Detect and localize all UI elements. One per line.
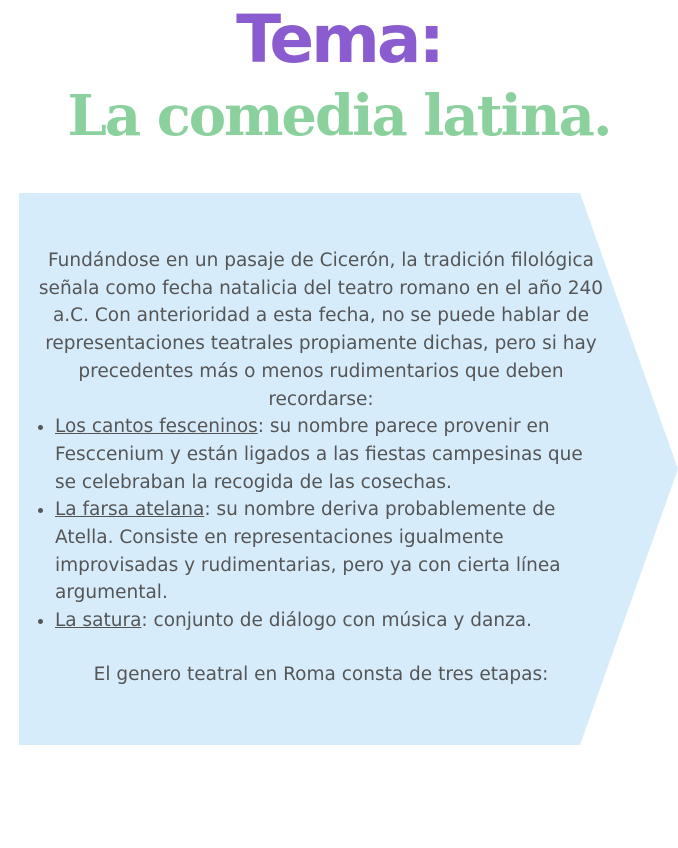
item-description: : conjunto de diálogo con música y danza. — [141, 610, 532, 632]
closing-paragraph: El genero teatral en Roma consta de tres etapas: — [93, 663, 549, 685]
content-text — [34, 247, 608, 689]
precedents-list — [34, 413, 608, 635]
item-term: La satura — [55, 610, 142, 632]
item-term: Los cantos fesceninos — [55, 416, 258, 438]
intro-paragraph: Fundándose en un pasaje de Cicerón, la tradición filológica señala como fecha natalicia del teatro romano en el año 240 a.C. Con anterioridad a esta fecha, no se puede hablar de representaciones teatrales propiamente dichas, pero si hay precedentes más o menos rudimentarios que deben recordarse: — [38, 250, 604, 410]
page-subtitle: La comedia latina. — [67, 83, 611, 149]
item-description: : su nombre deriva probablemente de Atella. Consiste en representaciones igualmente improvisadas y rudimentarias, pero ya con cierta línea argumental. — [55, 499, 561, 604]
list-item — [55, 413, 608, 496]
item-description: : su nombre parece provenir en Fesccenium y están ligados a las fiestas campesinas que se celebraban la recogida de las cosechas. — [55, 416, 583, 493]
page-title: Tema: — [236, 1, 442, 78]
list-item — [55, 607, 608, 635]
list-item — [55, 496, 608, 607]
item-term: La farsa atelana — [55, 499, 205, 521]
